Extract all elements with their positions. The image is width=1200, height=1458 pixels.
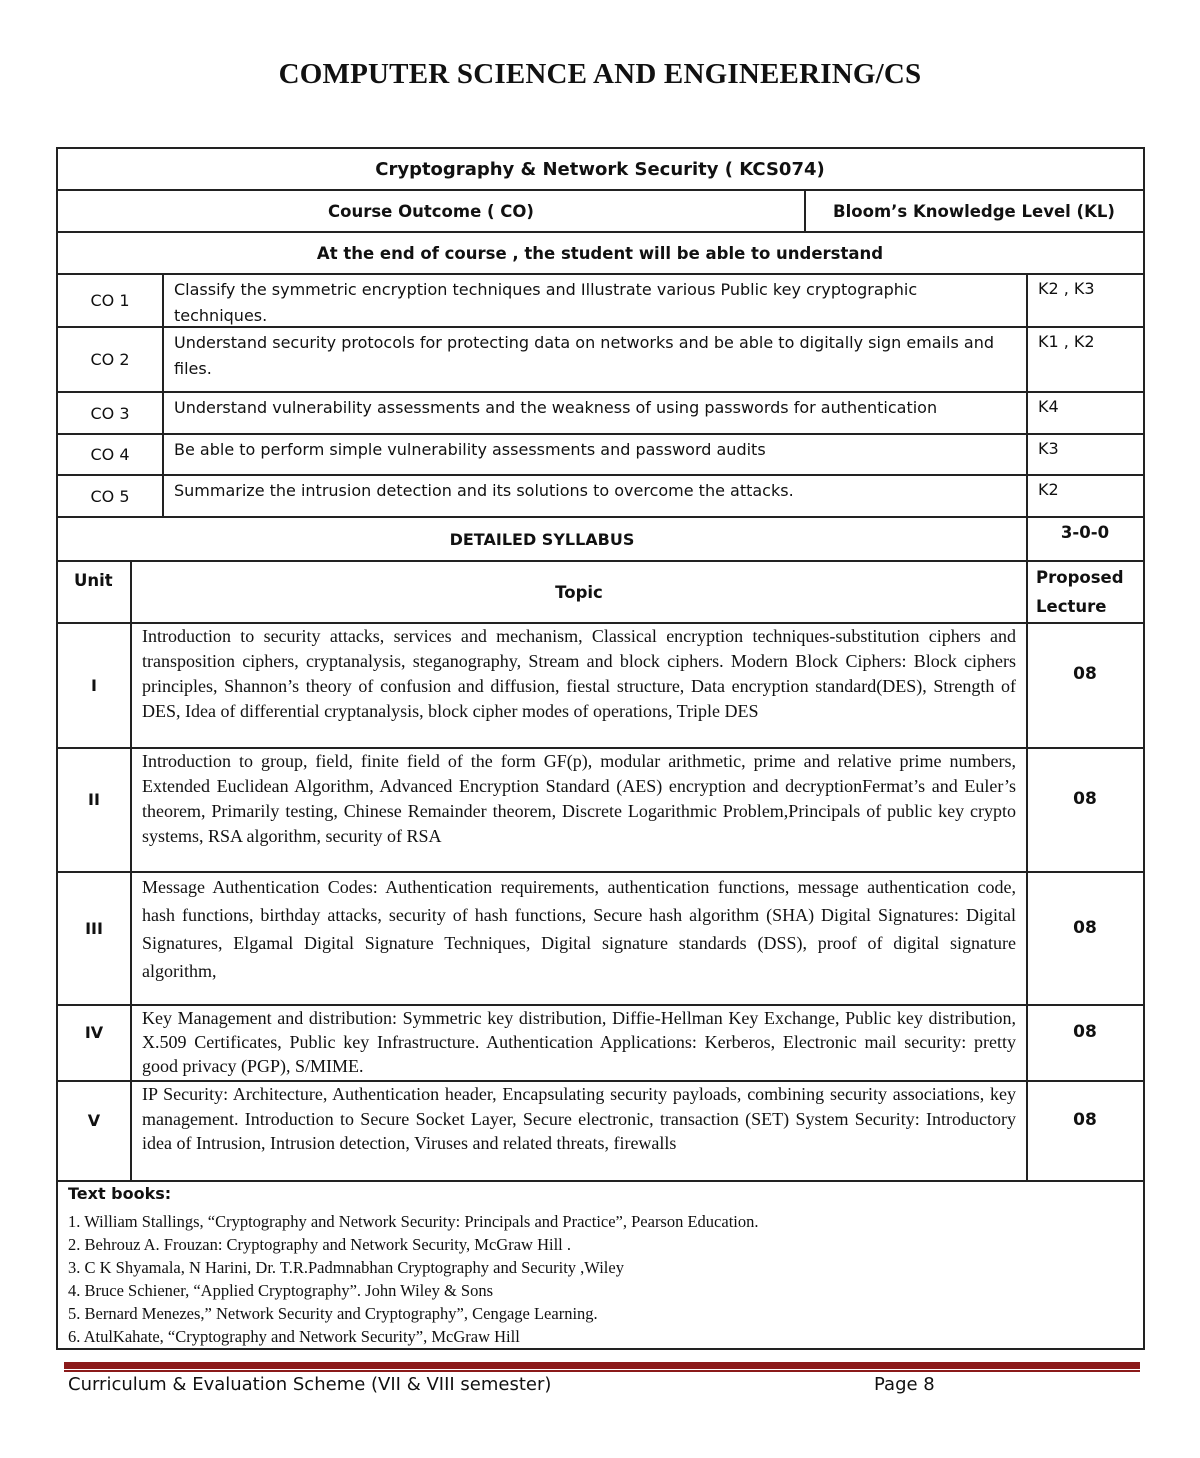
co-code: CO 2 xyxy=(90,350,130,369)
footer-rule xyxy=(64,1362,1140,1369)
co-text: Summarize the intrusion detection and its solutions to overcome the attacks. xyxy=(174,481,794,500)
co-code: CO 1 xyxy=(90,291,130,310)
co-text: Be able to perform simple vulnerability assessments and password audits xyxy=(174,440,766,459)
unit-lectures: 08 xyxy=(1073,1110,1097,1130)
unit-number: I xyxy=(91,676,97,695)
col-topic-header: Topic xyxy=(555,582,603,602)
textbooks-heading: Text books: xyxy=(68,1184,172,1203)
page-number: Page 8 xyxy=(874,1374,935,1395)
co-text: Understand security protocols for protecting data on networks and be able to digitally sign emails and files. xyxy=(174,333,994,378)
col-unit-header: Unit xyxy=(74,570,113,590)
co-code: CO 4 xyxy=(90,445,130,464)
textbook-item: 1. William Stallings, “Cryptography and Network Security: Principals and Practice”, Pearson Education. xyxy=(68,1212,759,1231)
ltp-label: 3-0-0 xyxy=(1060,522,1110,542)
unit-topic: Introduction to security attacks, services and mechanism, Classical encryption techniques-substitution ciphers and transposition ciphers, cryptanalysis, steganography, Stream and block ciphers. Modern Block Ciphers: Block ciphers principles, Shannon’s theory of confusion and diffusion, fiestal structure, Data encryption standard(DES), Strength of DES, Idea of differential cryptanalysis, block cipher modes of operations, Triple DES xyxy=(142,626,1016,721)
textbook-item: 2. Behrouz A. Frouzan: Cryptography and Network Security, McGraw Hill . xyxy=(68,1235,571,1254)
co-kl: K3 xyxy=(1038,439,1059,458)
textbooks-list xyxy=(68,1210,1128,1348)
unit-topic: Introduction to group, field, finite field of the form GF(p), modular arithmetic, prime and relative prime numbers, Extended Euclidean Algorithm, Advanced Encryption Standard (AES) encryption and decryptionFermat’s and Euler’s theorem, Primarily testing, Chinese Remainder theorem, Discrete Logarithmic Problem,Principals of public key crypto systems, RSA algorithm, security of RSA xyxy=(142,751,1016,846)
unit-number: II xyxy=(88,789,100,809)
unit-topic: Message Authentication Codes: Authentication requirements, authentication functions, message authentication code, hash functions, birthday attacks, security of hash functions, Secure hash algorithm (SHA) Digital Signatures: Digital Signatures, Elgamal Digital Signature Techniques, Digital signature standards (DSS), proof of digital signature algorithm, xyxy=(142,877,1016,981)
co-kl: K1 , K2 xyxy=(1038,332,1095,351)
unit-lectures: 08 xyxy=(1073,789,1097,809)
co-kl: K2 xyxy=(1038,480,1059,499)
unit-number: V xyxy=(87,1110,101,1130)
footer-scheme: Curriculum & Evaluation Scheme (VII & VIII semester) xyxy=(68,1374,552,1395)
co-text: Understand vulnerability assessments and the weakness of using passwords for authentication xyxy=(174,398,938,417)
page-title: COMPUTER SCIENCE AND ENGINEERING/CS xyxy=(278,58,922,90)
unit-number: III xyxy=(85,918,103,938)
co-kl: K2 , K3 xyxy=(1038,279,1095,298)
unit-topic: IP Security: Architecture, Authentication header, Encapsulating security payloads, combining security associations, key management. Introduction to Secure Socket Layer, Secure electronic, transaction (SET) System Security: Introductory idea of Intrusion, Intrusion detection, Viruses and related threats, firewalls xyxy=(142,1084,1016,1153)
course-title: Cryptography & Network Security ( KCS074) xyxy=(375,158,825,180)
unit-lectures: 08 xyxy=(1073,918,1097,938)
syllabus-heading: DETAILED SYLLABUS xyxy=(449,529,635,549)
footer-rule-thin xyxy=(64,1370,1140,1372)
unit-lectures: 08 xyxy=(1073,664,1097,684)
co-code: CO 5 xyxy=(90,486,130,506)
course-intro: At the end of course , the student will be able to understand xyxy=(316,243,884,263)
co-header: Course Outcome ( CO) xyxy=(328,201,534,221)
textbook-item: 3. C K Shyamala, N Harini, Dr. T.R.Padmnabhan Cryptography and Security ,Wiley xyxy=(68,1258,624,1277)
unit-number: IV xyxy=(84,1022,104,1042)
co-code: CO 3 xyxy=(90,403,130,423)
co-text: Classify the symmetric encryption techniques and Illustrate various Public key cryptographic techniques. xyxy=(174,280,918,325)
unit-topic: Key Management and distribution: Symmetric key distribution, Diffie-Hellman Key Exchange, Public key distribution, X.509 Certificates, Public key Infrastructure. Authentication Applications: Kerberos, Electronic mail security: pretty good privacy (PGP), S/MIME. xyxy=(142,1008,1016,1076)
textbook-item: 5. Bernard Menezes,” Network Security and Cryptography”, Cengage Learning. xyxy=(68,1304,598,1323)
col-lecture-header: Proposed Lecture xyxy=(1036,568,1124,616)
textbook-item: 4. Bruce Schiener, “Applied Cryptography”. John Wiley & Sons xyxy=(68,1281,494,1300)
textbook-item: 6. AtulKahate, “Cryptography and Network Security”, McGraw Hill xyxy=(68,1327,520,1346)
co-kl: K4 xyxy=(1038,397,1059,416)
unit-lectures: 08 xyxy=(1073,1022,1097,1042)
kl-header: Bloom’s Knowledge Level (KL) xyxy=(833,201,1115,221)
